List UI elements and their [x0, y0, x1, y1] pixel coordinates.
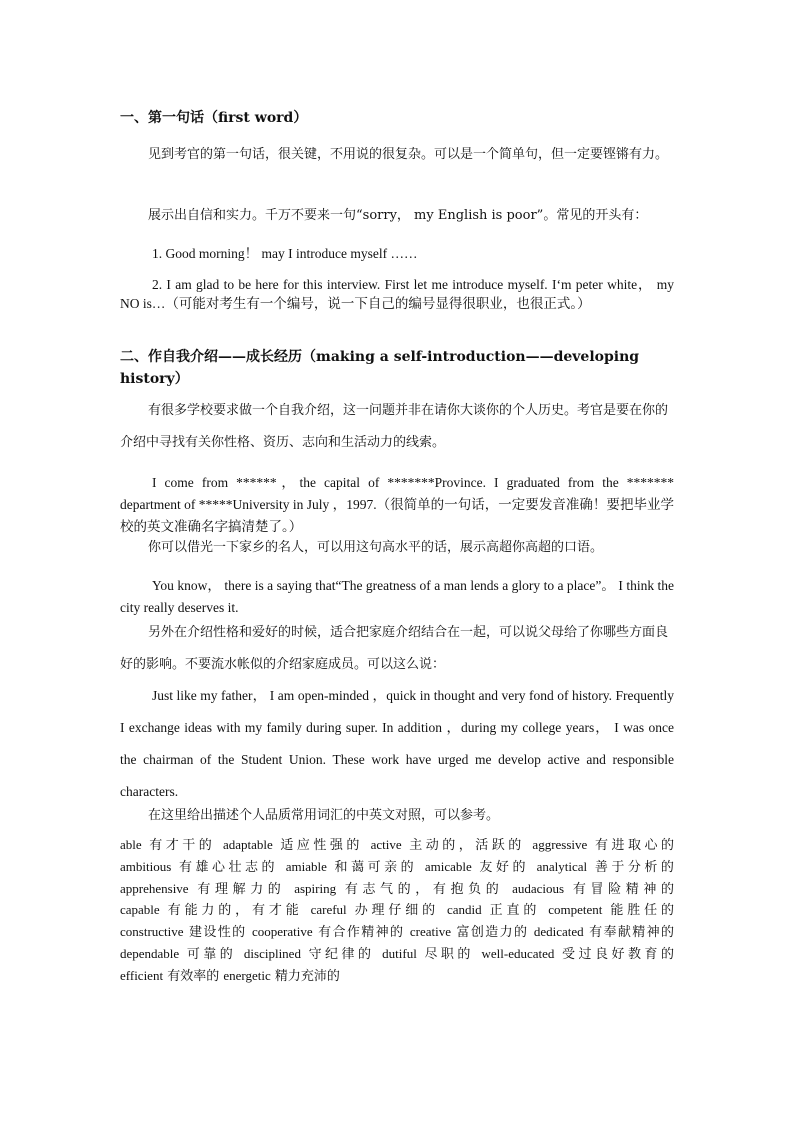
- vocab-item-adaptable: adaptable 适应性强的: [222, 837, 363, 853]
- section-2-example-2: You know， there is a saying that“The greatness of a man lends a glory to a place”。 I think the city really deserves it.: [120, 578, 674, 615]
- vocab-item-constructive: constructive 建设性的: [120, 924, 247, 941]
- vocab-item-amiable: amiable 和蔼可亲的: [285, 858, 418, 875]
- vocab-item-analytical: analytical 善于分析的: [536, 858, 674, 875]
- vocab-item-dependable: dependable 可靠的: [120, 945, 237, 962]
- vocab-item-dutiful: dutiful 尽职的: [382, 945, 474, 962]
- vocab-item-cooperative: cooperative 有合作精神的: [252, 924, 405, 941]
- section-2-heading: 二、作自我介绍——成长经历（making a self-introduction——developing history）: [120, 349, 640, 387]
- vocab-item-careful: careful 办理仔细的: [310, 902, 439, 919]
- section-1-example-1: 1. Good morning！ may I introduce myself ……: [152, 246, 418, 261]
- vocab-item-aggressive: aggressive 有进取心的: [532, 837, 674, 853]
- vocab-item-aspiring: aspiring 有志气的，有抱负的: [294, 880, 504, 897]
- vocab-item-active: active 主动的，活跃的: [370, 837, 525, 853]
- section-1-example-2: 2. I am glad to be here for this interview. First let me introduce myself. I‘m peter white， my NO is…（可能对考生有一个编号，说一下自己的编号显得很职业，也很正式。）: [120, 277, 674, 311]
- vocab-item-efficient: efficient 有效率的: [120, 967, 220, 984]
- vocab-item-candid: candid 正直的: [447, 902, 541, 919]
- section-2-paragraph-1: 有很多学校要求做一个自我介绍，这一问题并非在请你大谈你的个人历史。考官是要在你的介绍中寻找有关你性格、资历、志向和生活动力的线索。: [120, 403, 669, 450]
- vocab-item-ambitious: ambitious 有雄心壮志的: [120, 858, 279, 875]
- vocab-item-disciplined: disciplined 守纪律的: [243, 945, 375, 962]
- vocab-item-able: able 有才干的: [120, 837, 216, 853]
- vocab-item-competent: competent 能胜任的: [548, 902, 674, 919]
- vocab-item-amicable: amicable 友好的: [424, 858, 529, 875]
- vocab-item-energetic: energetic 精力充沛的: [223, 967, 340, 984]
- vocab-item-audacious: audacious 有冒险精神的: [512, 880, 674, 897]
- section-2-paragraph-2: 你可以借光一下家乡的名人，可以用这句高水平的话，展示高超你高超的口语。: [148, 540, 604, 555]
- section-2-paragraph-4: 在这里给出描述个人品质常用词汇的中英文对照，可以参考。: [148, 808, 500, 823]
- vocab-item-apprehensive: apprehensive 有理解力的: [120, 880, 286, 897]
- section-1-paragraph-1: 见到考官的第一句话，很关键，不用说的很复杂。可以是一个简单句，但一定要铿锵有力。: [148, 147, 669, 162]
- vocab-item-capable: capable 有能力的，有才能: [120, 902, 303, 919]
- vocab-item-dedicated: dedicated 有奉献精神的: [533, 924, 674, 941]
- section-2-example-1: I come from ******，the capital of *******Province. I graduated from the ******* department of *****University in July ，1997.（很简单的一句话，一定要发音准确！要把毕业学校的英文准确名字搞清楚了。）: [120, 475, 674, 534]
- section-2-example-3: Just like my father， I am open-minded ，quick in thought and very fond of history. Frequently I exchange ideas with my family during super. In addition ，during my college years， I was once the chairman of the Student Union. These work have urged me develop active and responsible characters.: [120, 688, 674, 799]
- vocabulary-list: [120, 835, 674, 988]
- section-1-paragraph-2: 展示出自信和实力。千万不要来一句“sorry， my English is poor”。常见的开头有：: [148, 208, 648, 223]
- section-2-paragraph-3: 另外在介绍性格和爱好的时候，适合把家庭介绍结合在一起，可以说父母给了你哪些方面良好的影响。不要流水帐似的介绍家庭成员。可以这么说：: [120, 625, 669, 672]
- section-1-heading: 一、第一句话（first word）: [120, 110, 308, 126]
- vocab-item-well-educated: well-educated 受过良好教育的: [481, 945, 674, 962]
- vocab-item-creative: creative 富创造力的: [409, 924, 529, 941]
